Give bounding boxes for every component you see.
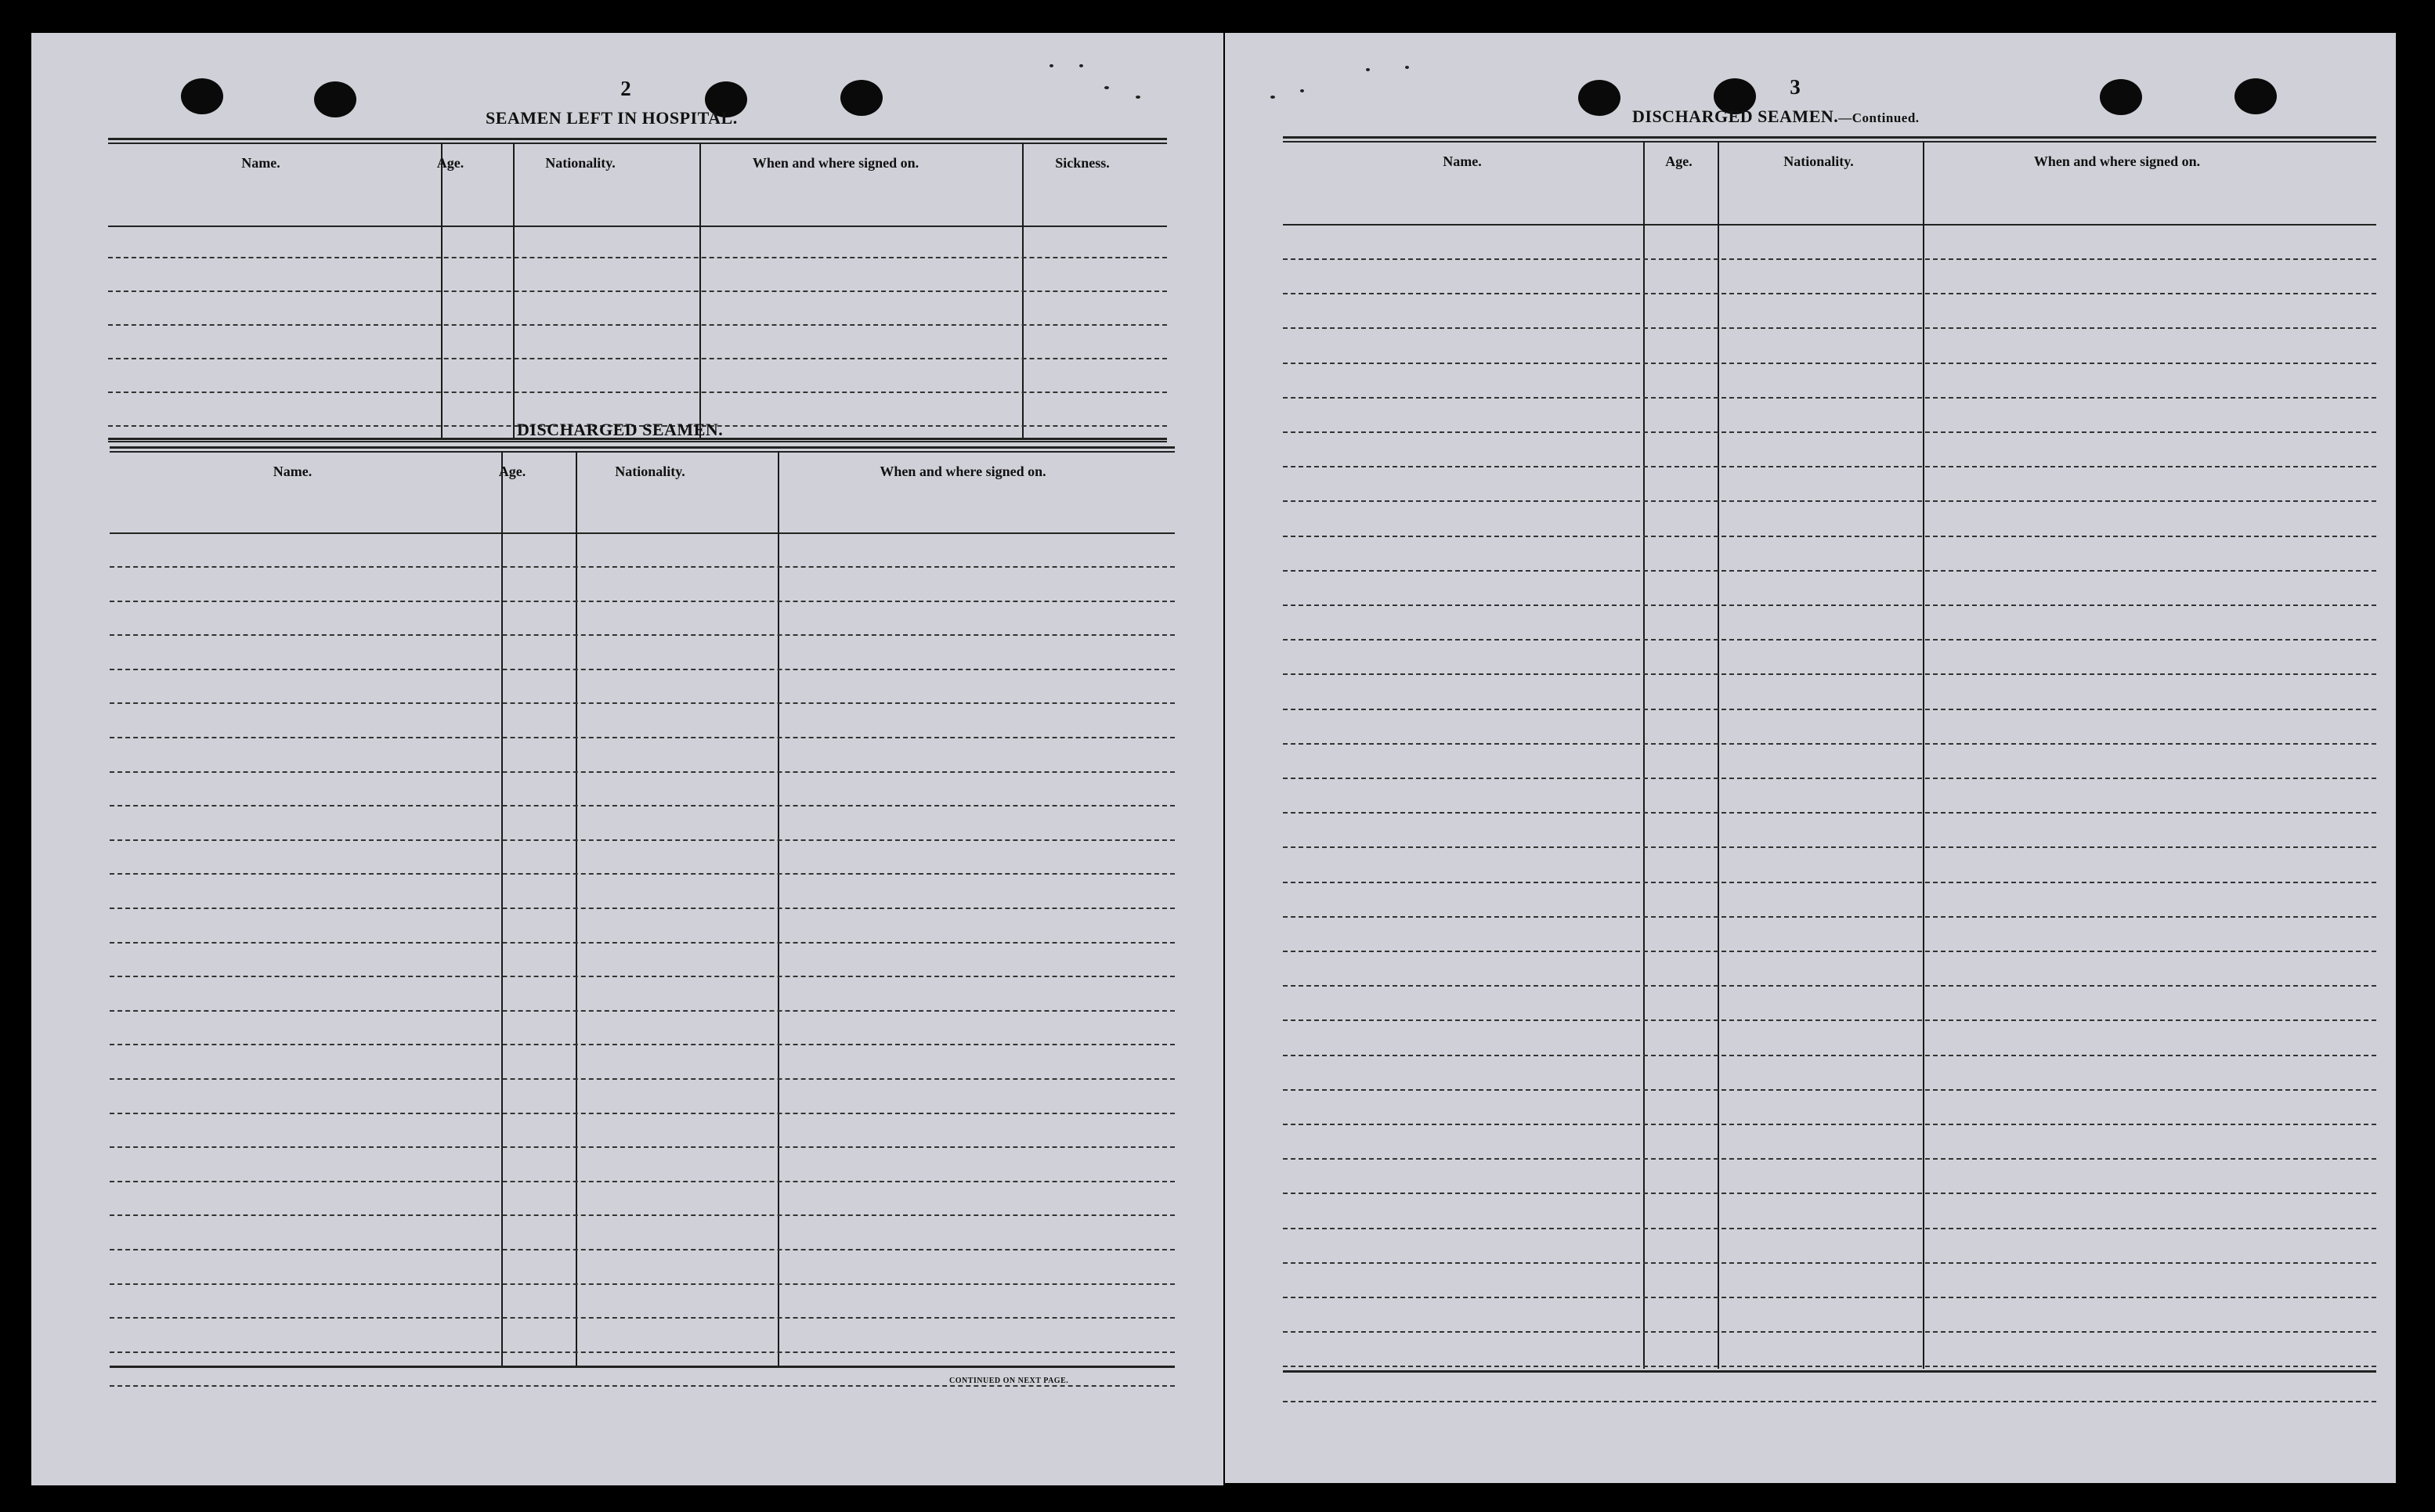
discharged-continued-title	[1632, 106, 1920, 127]
table-row	[110, 1113, 1175, 1114]
table-row	[110, 702, 1175, 704]
column-header-age: Age.	[498, 464, 526, 479]
ink-speck	[1366, 68, 1370, 71]
column-header-nationality: Nationality.	[615, 464, 685, 479]
table-row	[110, 805, 1175, 807]
table-row	[1283, 1193, 2376, 1194]
table-row	[1283, 1055, 2376, 1056]
punch-hole	[1578, 80, 1620, 116]
table-row	[1283, 985, 2376, 987]
table-row	[1283, 604, 2376, 606]
table-row	[1283, 500, 2376, 502]
table-row	[1283, 1158, 2376, 1160]
section-title-text: DISCHARGED SEAMEN.	[1632, 106, 1839, 126]
table-row	[110, 1010, 1175, 1012]
table-row	[1283, 1366, 2376, 1367]
table-row	[1283, 1262, 2376, 1264]
table-row	[110, 942, 1175, 944]
table-row	[110, 601, 1175, 602]
table-row	[108, 324, 1167, 326]
column-header-nationality: Nationality.	[1783, 153, 1854, 169]
discharged-table-right	[1283, 136, 2376, 1413]
table-row	[1283, 1124, 2376, 1125]
column-header-name: Name.	[241, 155, 280, 171]
table-row	[110, 669, 1175, 670]
table-row	[1283, 916, 2376, 918]
table-row	[110, 634, 1175, 636]
column-header-name: Name.	[1443, 153, 1482, 169]
discharged-section-title: DISCHARGED SEAMEN.	[517, 420, 724, 439]
column-header-signed-on: When and where signed on.	[880, 464, 1046, 479]
table-row	[110, 1181, 1175, 1182]
table-row	[110, 839, 1175, 841]
continued-footnote: CONTINUED ON NEXT PAGE.	[949, 1377, 1069, 1385]
table-row	[110, 1146, 1175, 1148]
table-row	[1283, 951, 2376, 952]
table-row	[110, 1385, 1175, 1387]
left-page	[31, 33, 1223, 1485]
table-row	[1283, 743, 2376, 745]
hospital-section-title: SEAMEN LEFT IN HOSPITAL.	[486, 108, 738, 128]
table-row	[108, 358, 1167, 359]
right-page	[1225, 33, 2396, 1483]
table-row	[1283, 673, 2376, 675]
punch-hole	[314, 81, 356, 117]
table-row	[1283, 1228, 2376, 1229]
column-header-nationality: Nationality.	[545, 155, 616, 171]
column-header-signed-on: When and where signed on.	[752, 155, 919, 171]
continued-label: —Continued.	[1838, 110, 1920, 125]
table-row	[1283, 363, 2376, 364]
ink-speck	[1079, 64, 1083, 67]
hospital-table	[108, 138, 1167, 447]
punch-hole	[181, 78, 223, 114]
ink-speck	[1050, 64, 1053, 67]
table-row	[110, 1044, 1175, 1045]
table-row	[110, 566, 1175, 568]
punch-hole	[2234, 78, 2277, 114]
column-header-name: Name.	[273, 464, 313, 479]
table-row	[110, 976, 1175, 977]
table-row	[110, 771, 1175, 773]
table-row	[1283, 1019, 2376, 1021]
column-header-age: Age.	[1665, 153, 1693, 169]
table-row	[110, 908, 1175, 909]
table-row	[110, 1078, 1175, 1080]
column-header-sickness: Sickness.	[1055, 155, 1110, 171]
table-row	[1283, 778, 2376, 779]
table-row	[1283, 327, 2376, 329]
punch-hole	[840, 80, 883, 116]
table-row	[110, 1249, 1175, 1250]
table-row	[1283, 293, 2376, 294]
column-header-age: Age.	[436, 155, 464, 171]
table-row	[110, 737, 1175, 738]
table-row	[1283, 1401, 2376, 1402]
table-row	[1283, 882, 2376, 883]
table-row	[1283, 466, 2376, 467]
table-row	[110, 1283, 1175, 1285]
table-row	[1283, 846, 2376, 848]
page-number: 3	[1790, 75, 1801, 99]
discharged-table-left	[110, 446, 1175, 1409]
table-row	[1283, 1331, 2376, 1333]
table-row	[108, 290, 1167, 292]
table-row	[108, 392, 1167, 393]
table-row	[1283, 536, 2376, 537]
ink-speck	[1136, 96, 1140, 99]
table-row	[1283, 397, 2376, 399]
table-row	[1283, 639, 2376, 641]
table-row	[1283, 709, 2376, 710]
table-row	[1283, 258, 2376, 260]
ink-speck	[1104, 86, 1109, 89]
table-row	[1283, 1297, 2376, 1298]
table-row	[110, 1317, 1175, 1319]
page-number: 2	[620, 77, 631, 100]
table-row	[1283, 570, 2376, 572]
ink-speck	[1270, 96, 1275, 99]
table-row	[110, 1214, 1175, 1216]
table-row	[1283, 1089, 2376, 1091]
table-row	[110, 873, 1175, 875]
table-row	[108, 257, 1167, 258]
table-row	[110, 1351, 1175, 1353]
table-row	[1283, 812, 2376, 814]
column-header-signed-on: When and where signed on.	[2033, 153, 2201, 169]
punch-hole	[2100, 79, 2142, 115]
ink-speck	[1300, 89, 1304, 92]
ink-speck	[1405, 66, 1409, 69]
table-row	[1283, 431, 2376, 433]
